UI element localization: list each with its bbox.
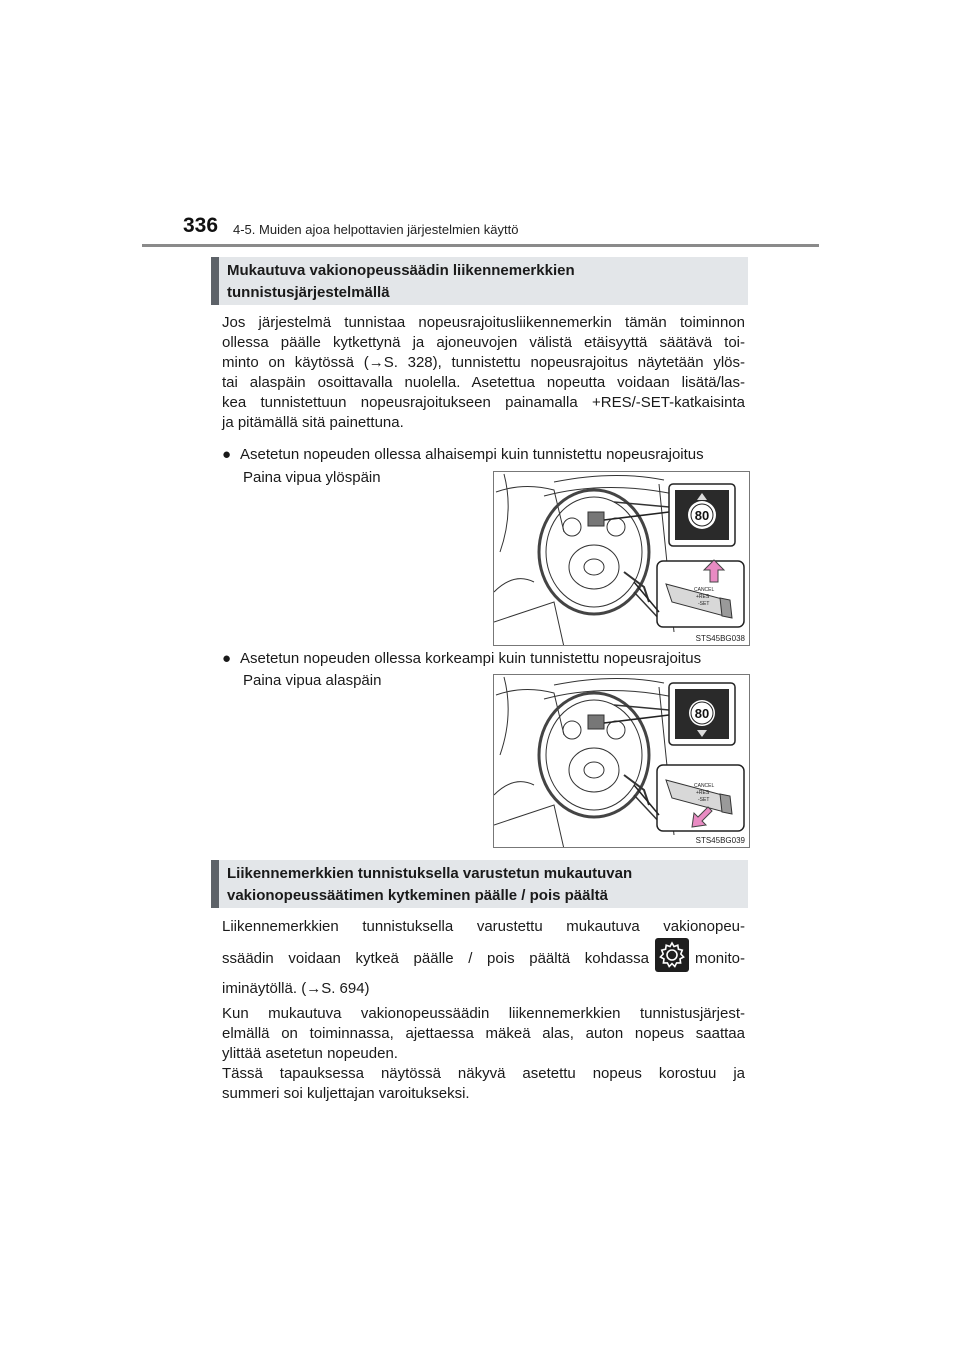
para-line: Tässä tapauksessa näytössä näkyvä asetettu nopeus korostuu ja bbox=[222, 1065, 745, 1082]
bullet-dot: ● bbox=[222, 650, 232, 667]
para-line: ylittää asetetun nopeuden. bbox=[222, 1045, 398, 1062]
lever-label-cancel: CANCEL bbox=[694, 587, 715, 593]
para-line: ja pitämällä sitä painettuna. bbox=[222, 414, 404, 431]
figure-lever-down bbox=[493, 674, 750, 848]
para-line-with-icon bbox=[222, 939, 745, 979]
section-heading-line1: Liikennemerkkien tunnistuksella varustetun mukautuvan bbox=[227, 865, 633, 882]
bullet-text: Asetetun nopeuden ollessa korkeampi kuin tunnistettu nopeusrajoitus bbox=[240, 650, 702, 667]
para-line: ollessa päälle kytkettynä ja ajoneuvojen välistä etäisyyttä säätävä toi- bbox=[222, 334, 745, 351]
lever-label-set: -SET bbox=[698, 601, 710, 607]
bullet-higher-speed bbox=[222, 649, 752, 669]
chapter-title: 4-5. Muiden ajoa helpottavien järjestelmien käyttö bbox=[233, 222, 519, 237]
section-heading-toggle bbox=[211, 860, 748, 908]
para-line: kea tunnistettuun nopeusrajoitukseen painamalla +RES/-SET-katkaisinta bbox=[222, 394, 745, 411]
header-divider bbox=[142, 244, 819, 247]
section-heading-line2: tunnistusjärjestelmällä bbox=[227, 284, 390, 301]
para-line: Liikennemerkkien tunnistuksella varustettu mukautuva vakionopeu- bbox=[222, 918, 745, 935]
lever-label-cancel: CANCEL bbox=[694, 783, 715, 789]
steering-illustration bbox=[494, 675, 750, 848]
para-line: Kun mukautuva vakionopeussäädin liikennemerkkien tunnistusjärjest- bbox=[222, 1005, 745, 1022]
bullet-lower-speed bbox=[222, 445, 752, 465]
figure-code: STS45BG039 bbox=[695, 836, 745, 845]
bullet-dot: ● bbox=[222, 446, 232, 463]
para-text: ssäädin voidaan kytkeä päälle / pois päältä kohdassa bbox=[222, 950, 649, 967]
lever-label-res: +RES bbox=[696, 790, 710, 796]
gear-icon bbox=[655, 938, 689, 972]
para-line: minto on käytössä (→S. 328), tunnistettu nopeusrajoitus näytetään ylös- bbox=[222, 354, 745, 371]
figure-lever-up bbox=[493, 471, 750, 646]
section2-paragraph2 bbox=[222, 1004, 745, 1104]
section2-paragraph1 bbox=[222, 917, 745, 999]
instruction-push-down: Paina vipua alaspäin bbox=[243, 672, 382, 689]
section-heading-traffic-sign-acc bbox=[211, 257, 748, 305]
lever-label-res: +RES bbox=[696, 594, 710, 600]
figure-code: STS45BG038 bbox=[695, 634, 745, 643]
para-line: elmällä on toiminnassa, ajettaessa mäkeä alas, auton nopeus saattaa bbox=[222, 1025, 745, 1042]
steering-illustration bbox=[494, 472, 750, 646]
para-line: summeri soi kuljettajan varoitukseksi. bbox=[222, 1085, 470, 1102]
speed-sign-value: 80 bbox=[694, 706, 710, 721]
para-text: monito- bbox=[694, 950, 745, 967]
page-number: 336 bbox=[183, 214, 219, 237]
section-heading-line1: Mukautuva vakionopeussäädin liikennemerkkien bbox=[227, 262, 575, 279]
para-line: tai alaspäin osoittavalla nuolella. Asetettua nopeutta voidaan lisätä/las- bbox=[222, 374, 745, 391]
para-line: iminäytöllä. (→S. 694) bbox=[222, 980, 370, 997]
lever-label-set: -SET bbox=[698, 797, 710, 803]
bullet-text: Asetetun nopeuden ollessa alhaisempi kuin tunnistettu nopeusrajoitus bbox=[240, 446, 704, 463]
section1-paragraph bbox=[222, 313, 745, 433]
instruction-push-up: Paina vipua ylöspäin bbox=[243, 469, 381, 486]
section-heading-line2: vakionopeussäätimen kytkeminen päälle / pois päältä bbox=[227, 887, 608, 904]
speed-sign-value: 80 bbox=[694, 508, 710, 523]
para-line: Jos järjestelmä tunnistaa nopeusrajoitusliikennemerkin tämän toiminnon bbox=[222, 314, 745, 331]
